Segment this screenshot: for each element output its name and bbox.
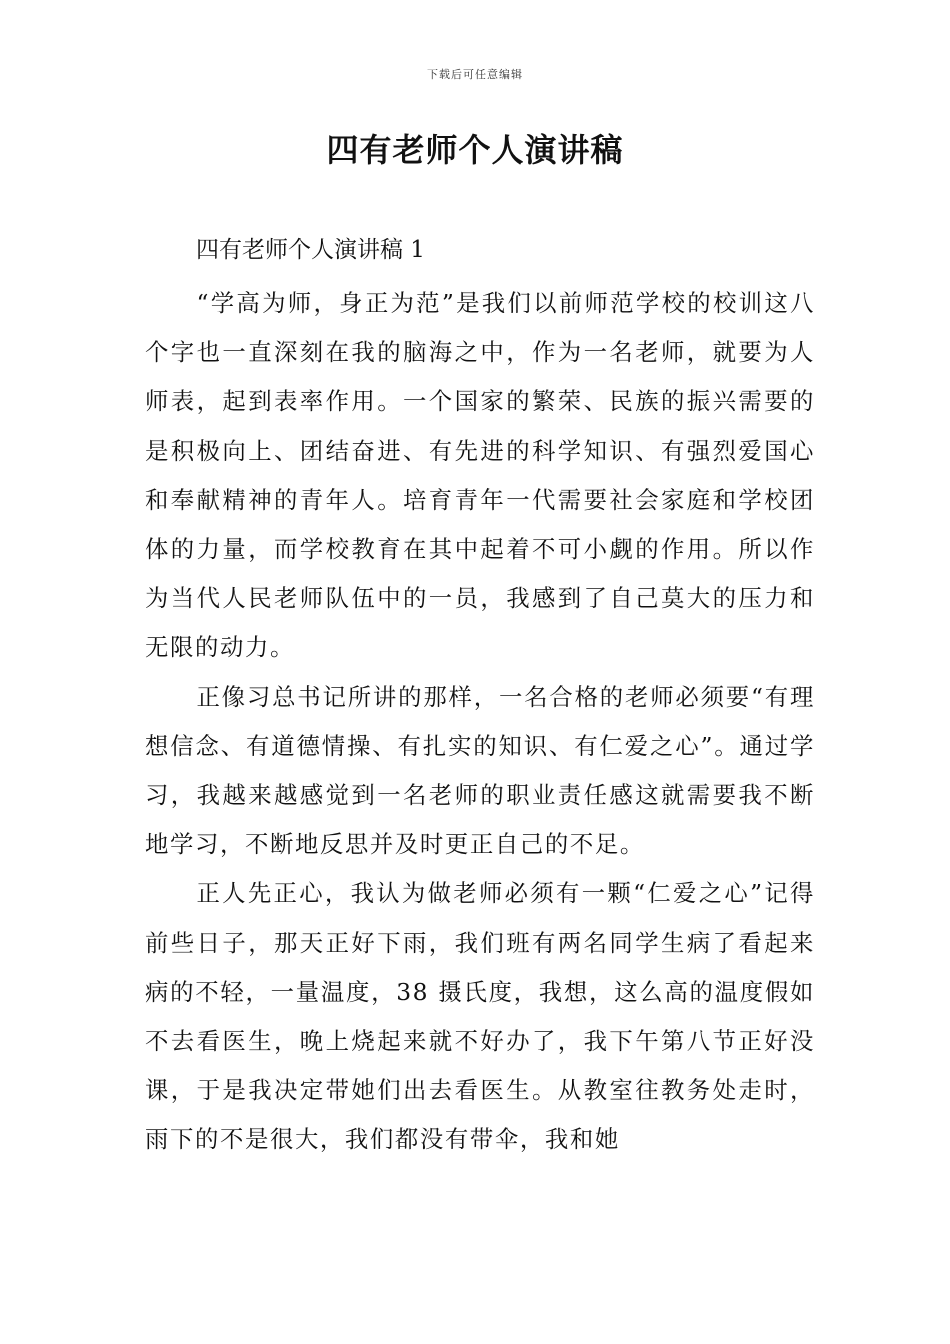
paragraph: “学高为师，身正为范”是我们以前师范学校的校训这八个字也一直深刻在我的脑海之中，作为一名老师，就要为人师表，起到表率作用。一个国家的繁荣、民族的振兴需要的是积极向上、团结奋进、有先进的科学知识、有强烈爱国心和奉献精神的青年人。培育青年一代需要社会家庭和学校团体的力量，而学校教育在其中起着不可小觑的作用。所以作为当代人民老师队伍中的一员，我感到了自己莫大的压力和无限的动力。 [145, 289, 815, 662]
paragraph: 正人先正心，我认为做老师必须有一颗“仁爱之心”记得前些日子，那天正好下雨，我们班有两名同学生病了看起来病的不轻，一量温度，38 摄氏度，我想，这么高的温度假如不去看医生，晚上烧起来就不好办了，我下午第八节正好没课，于是我决定带她们出去看医生。从教室往教务处走时，雨下的不是很大，我们都没有带伞，我和她 [145, 879, 815, 1154]
document-title: 四有老师个人演讲稿 [326, 131, 624, 169]
header-note: 下载后可任意编辑 [427, 68, 523, 81]
document-body [145, 279, 815, 1165]
section-subtitle: 四有老师个人演讲稿 1 [196, 237, 425, 263]
paragraph: 正像习总书记所讲的那样，一名合格的老师必须要“有理想信念、有道德情操、有扎实的知识、有仁爱之心”。通过学习，我越来越感觉到一名老师的职业责任感这就需要我不断地学习，不断地反思并及时更正自己的不足。 [145, 682, 815, 859]
